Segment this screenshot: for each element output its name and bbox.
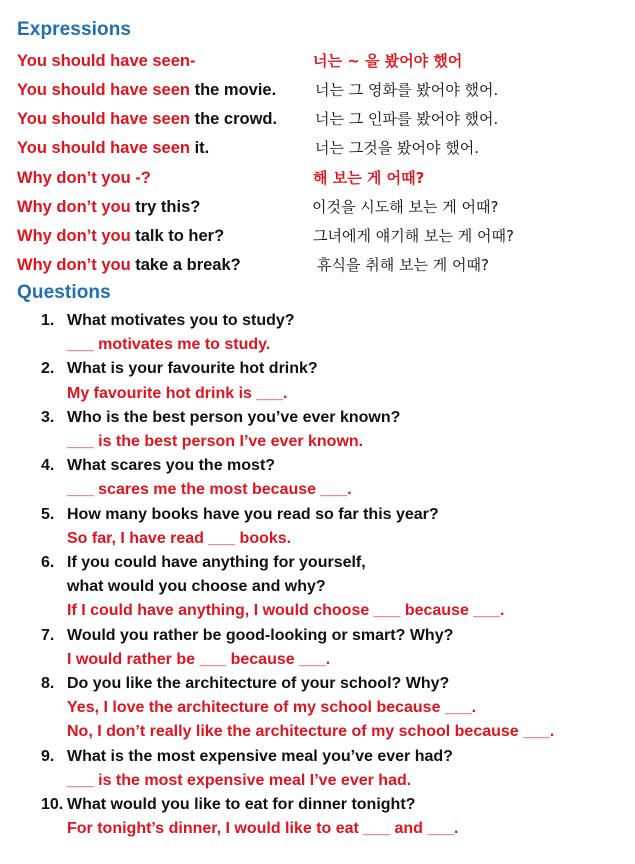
question-text: What scares you the most?: [67, 457, 276, 475]
question-item: [0, 624, 635, 672]
question-number: 4.: [41, 457, 55, 475]
expression-korean: 그녀에게 얘기해 보는 게 어때?: [313, 227, 514, 245]
question-text: Do you like the architecture of your school? Why?: [67, 675, 450, 693]
question-item: [0, 454, 635, 502]
expression-korean: 너는 ~ 을 봤어야 했어: [313, 52, 463, 70]
expression-continuation: talk to her?: [130, 227, 225, 245]
expressions-heading: Expressions: [17, 19, 132, 40]
question-number: 5.: [41, 505, 55, 523]
question-number: 1.: [41, 312, 55, 329]
question-text: What is the most expensive meal you’ve ever had?: [67, 747, 453, 765]
question-number: 10.: [41, 796, 64, 814]
answer-template: For tonight’s dinner, I would like to eat ___ and ___.: [67, 820, 459, 838]
answer-template: No, I don’t really like the architecture of my school because ___.: [67, 723, 555, 741]
question-text: What would you like to eat for dinner tonight?: [67, 796, 416, 814]
question-number: 2.: [41, 360, 55, 378]
expression-english: [17, 252, 241, 278]
answer-template: So far, I have read ___ books.: [67, 529, 292, 547]
question-item: [0, 745, 635, 793]
expression-english: [17, 194, 200, 220]
question-item: [0, 406, 635, 454]
expression-row: [17, 77, 627, 103]
expression-continuation: it.: [189, 139, 210, 157]
question-number: 8.: [41, 675, 55, 693]
expression-phrase: You should have seen-: [17, 52, 196, 70]
expression-row: [17, 135, 627, 161]
answer-template: ___ is the best person I’ve ever known.: [67, 433, 364, 451]
questions-list: [0, 309, 635, 841]
expression-english: [17, 135, 209, 161]
expression-row: [17, 252, 627, 278]
question-item: [0, 503, 635, 551]
answer-template: My favourite hot drink is ___.: [67, 384, 288, 402]
expression-phrase: Why don’t you -?: [17, 169, 151, 187]
question-text: What motivates you to study?: [67, 312, 295, 329]
expression-english: [17, 165, 151, 191]
question-item: [0, 551, 635, 624]
expression-row: [17, 194, 627, 220]
question-item: [0, 793, 635, 841]
question-text: What is your favourite hot drink?: [67, 360, 318, 378]
expression-english: [17, 223, 224, 249]
answer-template: Yes, I love the architecture of my school because ___.: [67, 699, 477, 717]
expression-continuation: the crowd.: [189, 110, 278, 128]
answer-template: I would rather be ___ because ___.: [67, 650, 331, 668]
answer-template: ___ scares me the most because ___.: [67, 481, 352, 499]
expression-english: [17, 48, 195, 74]
expression-korean: 너는 그것을 봤어야 했어.: [315, 139, 479, 157]
question-item: [0, 672, 635, 745]
question-text: Would you rather be good-looking or smart? Why?: [67, 626, 454, 644]
question-number: 3.: [41, 408, 55, 426]
question-number: 9.: [41, 747, 55, 765]
question-text: what would you choose and why?: [67, 578, 326, 596]
expression-korean: 휴식을 취해 보는 게 어때?: [317, 256, 489, 274]
expression-row: [17, 106, 627, 132]
questions-heading: Questions: [17, 282, 111, 303]
expression-phrase: You should have seen: [17, 110, 190, 128]
question-item: [0, 309, 635, 357]
expression-phrase: You should have seen: [17, 81, 190, 99]
question-item: [0, 357, 635, 405]
expression-english: [17, 77, 276, 103]
expression-english: [17, 106, 277, 132]
expression-continuation: try this?: [130, 198, 201, 216]
answer-template: If I could have anything, I would choose ___ because ___.: [67, 602, 505, 620]
question-text: How many books have you read so far this year?: [67, 505, 439, 523]
expression-row: [17, 165, 627, 191]
expression-continuation: take a break?: [130, 256, 241, 274]
expression-phrase: You should have seen: [17, 139, 190, 157]
expression-row: [17, 223, 627, 249]
question-number: 6.: [41, 554, 55, 572]
expression-korean: 이것을 시도해 보는 게 어때?: [312, 198, 499, 216]
expression-korean: 해 보는 게 어때?: [313, 169, 425, 187]
answer-template: ___ motivates me to study.: [67, 336, 271, 354]
expression-row: [17, 48, 627, 74]
question-text: Who is the best person you’ve ever known?: [67, 408, 401, 426]
question-number: 7.: [41, 626, 55, 644]
expression-korean: 너는 그 영화를 봤어야 했어.: [315, 81, 499, 99]
expression-continuation: the movie.: [189, 81, 277, 99]
expression-phrase: Why don’t you: [17, 198, 131, 216]
expression-phrase: Why don’t you: [17, 256, 131, 274]
question-text: If you could have anything for yourself,: [67, 554, 366, 572]
expression-phrase: Why don’t you: [17, 227, 131, 245]
answer-template: ___ is the most expensive meal I’ve ever had.: [67, 771, 412, 789]
expression-korean: 너는 그 인파를 봤어야 했어.: [315, 110, 499, 128]
